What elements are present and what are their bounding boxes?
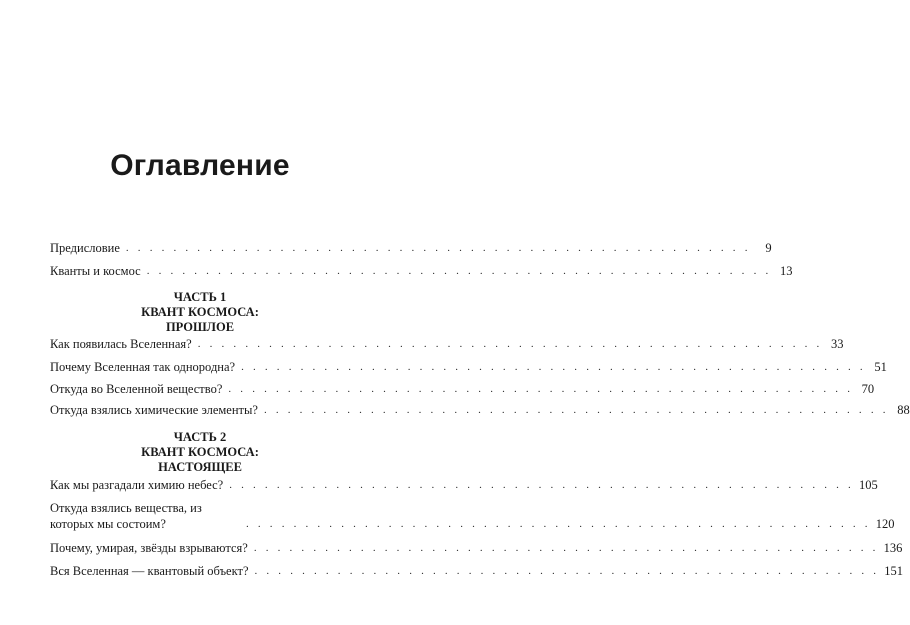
part-2-heading (50, 430, 350, 475)
part-label: ЧАСТЬ 1 (173, 290, 227, 304)
toc-entry-title: Как мы разгадали химию небес? (50, 478, 224, 492)
toc-entry[interactable] (50, 500, 895, 532)
dot-leader: . . . . . . . . . . . . . . . . . . . . . . . . . . . . . . . . . . . . . . . . . . . . . . . . . . . . . (253, 542, 879, 554)
toc-entry-page: 9 (765, 241, 772, 255)
dot-leader: . . . . . . . . . . . . . . . . . . . . . . . . . . . . . . . . . . . . . . . . . . . . . . . . . . . . . (125, 242, 751, 254)
toc-entry[interactable] (50, 541, 903, 556)
toc-entry-title: Почему, умирая, звёзды взрываются? (50, 541, 248, 555)
dot-leader: . . . . . . . . . . . . . . . . . . . . . . . . . . . . . . . . . . . . . . . . . . . . . . . . . . . . . (197, 338, 823, 350)
toc-entry[interactable] (50, 478, 878, 493)
part-title-line1: КВАНТ КОСМОСА: (141, 305, 259, 319)
toc-entry-title: Откуда во Вселенной вещество? (50, 382, 223, 396)
toc-entry-page: 151 (884, 564, 903, 578)
toc-entry[interactable] (50, 360, 887, 375)
toc-entry[interactable] (50, 337, 844, 352)
part-title-line2: НАСТОЯЩЕЕ (158, 460, 242, 474)
toc-entry-page: 51 (874, 360, 887, 374)
toc-entry-page: 136 (883, 541, 903, 555)
toc-entry-page: 88 (897, 403, 910, 417)
part-1-heading (50, 290, 350, 335)
toc-entry-page: 105 (858, 478, 878, 492)
dot-leader: . . . . . . . . . . . . . . . . . . . . . . . . . . . . . . . . . . . . . . . . . . . . . . . . . . . . . (228, 383, 854, 395)
page-title: Оглавление (110, 149, 290, 182)
toc-entry-title: Откуда взялись вещества, из которых мы состоим? (50, 501, 202, 531)
dot-leader: . . . . . . . . . . . . . . . . . . . . . . . . . . . . . . . . . . . . . . . . . . . . . . . . . . . . . (263, 404, 889, 416)
dot-leader: . . . . . . . . . . . . . . . . . . . . . . . . . . . . . . . . . . . . . . . . . . . . . . . . . . . . . (246, 518, 871, 530)
part-label: ЧАСТЬ 2 (173, 430, 227, 444)
toc-entry-quanta-and-cosmos[interactable] (50, 264, 793, 279)
toc-entry-page: 70 (861, 382, 875, 396)
dot-leader: . . . . . . . . . . . . . . . . . . . . . . . . . . . . . . . . . . . . . . . . . . . . . . . . . . . . . (241, 361, 866, 373)
toc-entry-title: Кванты и космос (50, 264, 141, 278)
toc-entry-title: Предисловие (50, 241, 120, 255)
toc-entry-preface[interactable] (50, 241, 772, 256)
toc-entry-page: 120 (875, 517, 895, 531)
toc-entry-title: Как появилась Вселенная? (50, 337, 192, 351)
toc-entry-page: 33 (830, 337, 844, 351)
part-title-line2: ПРОШЛОЕ (165, 320, 235, 334)
toc-entry-page: 13 (779, 264, 793, 278)
part-title-line1: КВАНТ КОСМОСА: (141, 445, 259, 459)
dot-leader: . . . . . . . . . . . . . . . . . . . . . . . . . . . . . . . . . . . . . . . . . . . . . . . . . . . . . (146, 265, 772, 277)
toc-entry[interactable] (50, 403, 910, 418)
dot-leader: . . . . . . . . . . . . . . . . . . . . . . . . . . . . . . . . . . . . . . . . . . . . . . . . . . . . . (254, 565, 880, 577)
toc-entry[interactable] (50, 564, 903, 579)
toc-entry-title: Почему Вселенная так однородна? (50, 360, 236, 374)
toc-entry-title: Откуда взялись химические элементы? (50, 403, 258, 417)
toc-entry[interactable] (50, 382, 875, 397)
dot-leader: . . . . . . . . . . . . . . . . . . . . . . . . . . . . . . . . . . . . . . . . . . . . . . . . . . . . . (229, 479, 854, 491)
toc-entry-title: Вся Вселенная — квантовый объект? (50, 564, 249, 578)
